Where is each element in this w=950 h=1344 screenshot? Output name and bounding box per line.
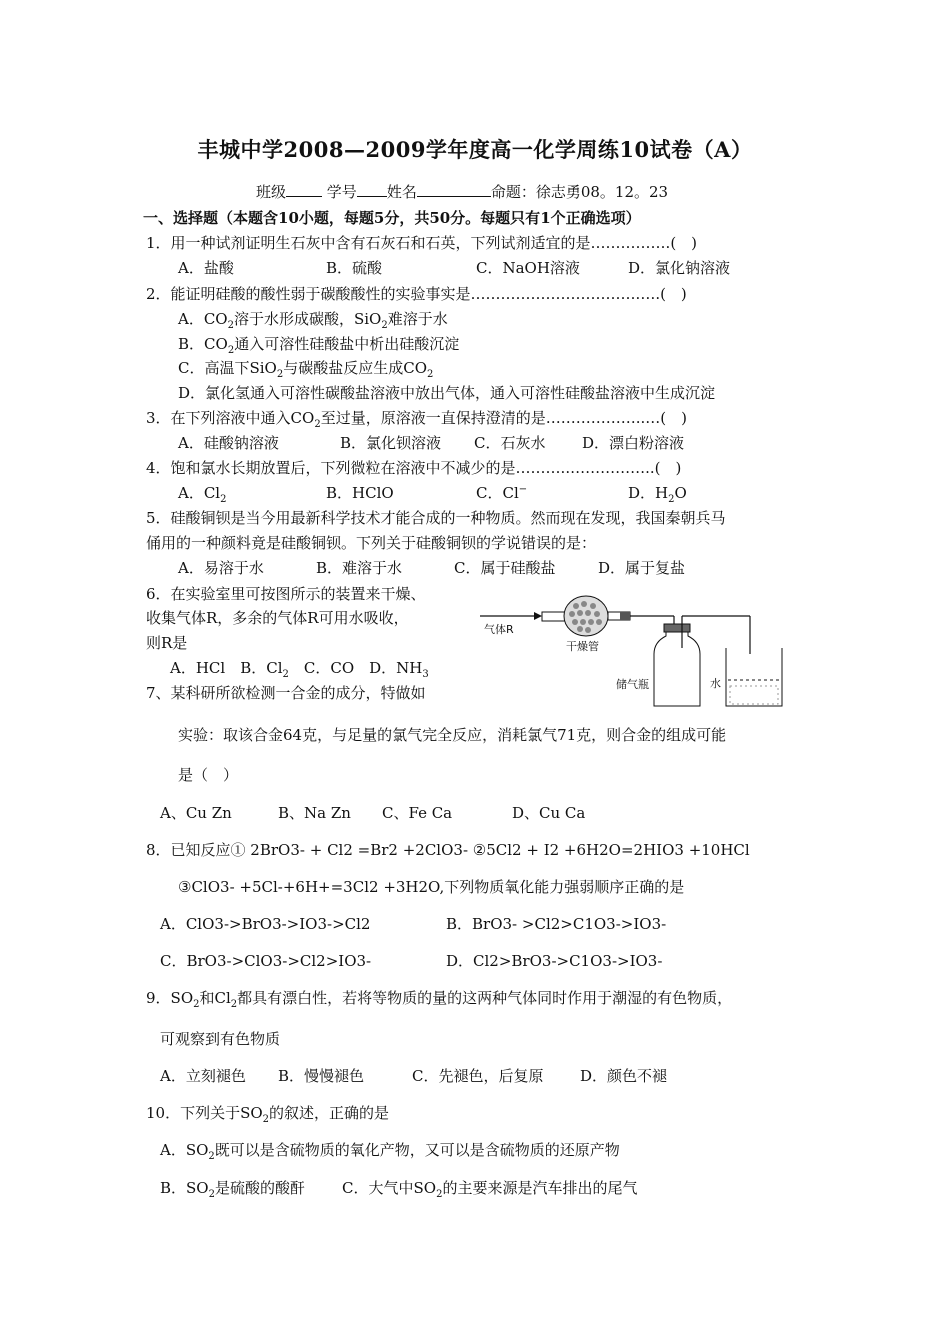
gas-bottle: [654, 630, 700, 706]
q9-option-b[interactable]: B．慢慢褪色: [278, 1067, 365, 1085]
name-label: 姓名: [386, 183, 417, 201]
rubber-connector: [620, 612, 630, 620]
question-3-stem: 3．在下列溶液中通入$CO_2$至过量，原溶液一直保持澄清的是………………..…( ): [146, 409, 687, 430]
question-9-line2: 可观察到有色物质: [160, 1030, 281, 1048]
q3-option-c[interactable]: C．石灰水: [474, 434, 546, 452]
q5-option-c[interactable]: C．属于硅酸盐: [454, 559, 556, 577]
q5-option-d[interactable]: D．属于复盐: [598, 559, 686, 577]
question-5-line2: 俑用的一种颜料竟是硅酸铜钡。下列关于硅酸铜钡的学说错误的是：: [146, 534, 597, 552]
q7-option-c[interactable]: C、Fe Ca: [382, 804, 453, 822]
q10-option-c[interactable]: C．大气中$SO_2$的主要来源是汽车排出的尾气: [342, 1179, 638, 1200]
q8-option-b[interactable]: B．BrO3- >Cl2>C1O3->IO3-: [446, 915, 667, 933]
arrow-head: [534, 612, 542, 620]
question-6-line1: 6．在实验室里可按图所示的装置来干燥、: [146, 585, 426, 603]
class-blank[interactable]: [286, 182, 322, 197]
question-9-line1: 9．$SO_2$和$Cl_2$都具有漂白性，若将等物质的量的这两种气体同时作用于潮湿的有色物质，: [146, 989, 733, 1010]
bottle-stopper: [664, 624, 690, 632]
q6-options[interactable]: A．HCl B．$Cl_2$ C．CO D．$NH_3$: [170, 659, 429, 680]
q2-option-d[interactable]: D．氯化氢通入可溶性碳酸盐溶液中放出气体，通入可溶性硅酸盐溶液中生成沉淀: [178, 384, 716, 402]
water: [730, 686, 778, 704]
question-4-stem: 4．饱和氯水长期放置后，下列微粒在溶液中不减少的是………..……………..( ): [146, 459, 682, 477]
q7-option-d[interactable]: D、Cu Ca: [512, 804, 586, 822]
q3-option-d[interactable]: D．漂白粉溶液: [582, 434, 685, 452]
page-title: 丰城中学2008—2009学年度高一化学周练10试卷（A）: [197, 137, 753, 162]
student-info-line: [256, 182, 668, 202]
author-text: 命题：徐志勇08。12。23: [490, 183, 669, 201]
q4-option-c[interactable]: C．Cl−: [476, 484, 528, 502]
q7-option-a[interactable]: A、Cu Zn: [160, 804, 232, 822]
apparatus-diagram: [478, 592, 788, 710]
section-heading: 一、选择题（本题含10小题，每题5分，共50分。每题只有1个正确选项）: [143, 209, 641, 227]
id-label: 学号: [326, 183, 357, 201]
q5-option-a[interactable]: A．易溶于水: [178, 559, 264, 577]
q8-option-d[interactable]: D．Cl2>BrO3->C1O3->IO3-: [446, 952, 663, 970]
q3-option-b[interactable]: B．氯化钡溶液: [340, 434, 442, 452]
inlet-tube: [542, 612, 566, 621]
q4-option-a[interactable]: A．$Cl_2$: [178, 484, 227, 505]
q4-option-b[interactable]: B．HClO: [326, 484, 394, 502]
question-2-stem: 2．能证明硅酸的酸性弱于碳酸酸性的实验事实是…………………………….….( ): [146, 285, 687, 303]
question-7-line2: 实验：取该合金64克，与足量的氯气完全反应，消耗氯气71克，则合金的组成可能: [178, 726, 727, 744]
question-7-line1: 7、某科研所欲检测一合金的成分，特做如: [146, 684, 426, 702]
question-8-line1: 8．已知反应① 2BrO3- + Cl2 =Br2 +2ClO3- ②5Cl2 + I2 +6H2O=2HIO3 +10HCl: [146, 841, 750, 859]
question-6-line3: 则R是: [146, 634, 188, 652]
q1-option-c[interactable]: C．NaOH溶液: [476, 259, 580, 277]
q9-option-d[interactable]: D．颜色不褪: [580, 1067, 668, 1085]
q2-option-c[interactable]: C．高温下SiO$_2$与碳酸盐反应生成$CO_2$: [178, 359, 434, 380]
q1-option-b[interactable]: B．硫酸: [326, 259, 383, 277]
q1-option-a[interactable]: A．盐酸: [178, 259, 234, 277]
q10-option-b[interactable]: B．$SO_2$是硫酸的酸酐: [160, 1179, 305, 1200]
question-10-stem: 10．下列关于$SO_2$的叙述，正确的是: [146, 1104, 390, 1125]
question-5-line1: 5．硅酸铜钡是当今用最新科学技术才能合成的一种物质。然而现在发现，我国秦朝兵马: [146, 509, 726, 527]
q2-option-b[interactable]: B．$CO_2$通入可溶性硅酸盐中析出硅酸沉淀: [178, 335, 460, 356]
q10-option-a[interactable]: A．$SO_2$既可以是含硫物质的氧化产物，又可以是含硫物质的还原产物: [160, 1141, 620, 1162]
q4-option-d[interactable]: D．$H_2O$: [628, 484, 687, 505]
q9-option-c[interactable]: C．先褪色，后复原: [412, 1067, 544, 1085]
q1-option-d[interactable]: D．氯化钠溶液: [628, 259, 731, 277]
dryer-label: 干燥管: [566, 640, 599, 653]
question-6-line2: 收集气体R，多余的气体R可用水吸收，: [146, 609, 409, 627]
id-blank[interactable]: [357, 182, 387, 197]
bottle-label: 储气瓶: [616, 678, 649, 691]
name-blank[interactable]: [417, 182, 491, 197]
question-8-line2: ③ClO3- +5Cl-+6H+=3Cl2 +3H2O,下列物质氧化能力强弱顺序正确的是: [178, 878, 685, 896]
class-label: 班级: [256, 183, 287, 201]
question-1-stem: 1．用一种试剂证明生石灰中含有石灰石和石英，下列试剂适宜的是…………….( ): [146, 234, 698, 252]
water-label: 水: [710, 677, 721, 690]
q8-option-c[interactable]: C．BrO3->ClO3->Cl2>IO3-: [160, 952, 372, 970]
question-7-line3: 是（ ）: [178, 766, 239, 784]
q2-option-a[interactable]: A．$CO_2$溶于水形成碳酸，SiO$_2$难溶于水: [178, 310, 448, 331]
q9-option-a[interactable]: A．立刻褪色: [160, 1067, 246, 1085]
q3-option-a[interactable]: A．硅酸钠溶液: [178, 434, 279, 452]
q7-option-b[interactable]: B、Na Zn: [278, 804, 351, 822]
gas-label: 气体R: [484, 623, 514, 636]
q5-option-b[interactable]: B．难溶于水: [316, 559, 403, 577]
q8-option-a[interactable]: A．ClO3->BrO3->IO3->Cl2: [160, 915, 371, 933]
